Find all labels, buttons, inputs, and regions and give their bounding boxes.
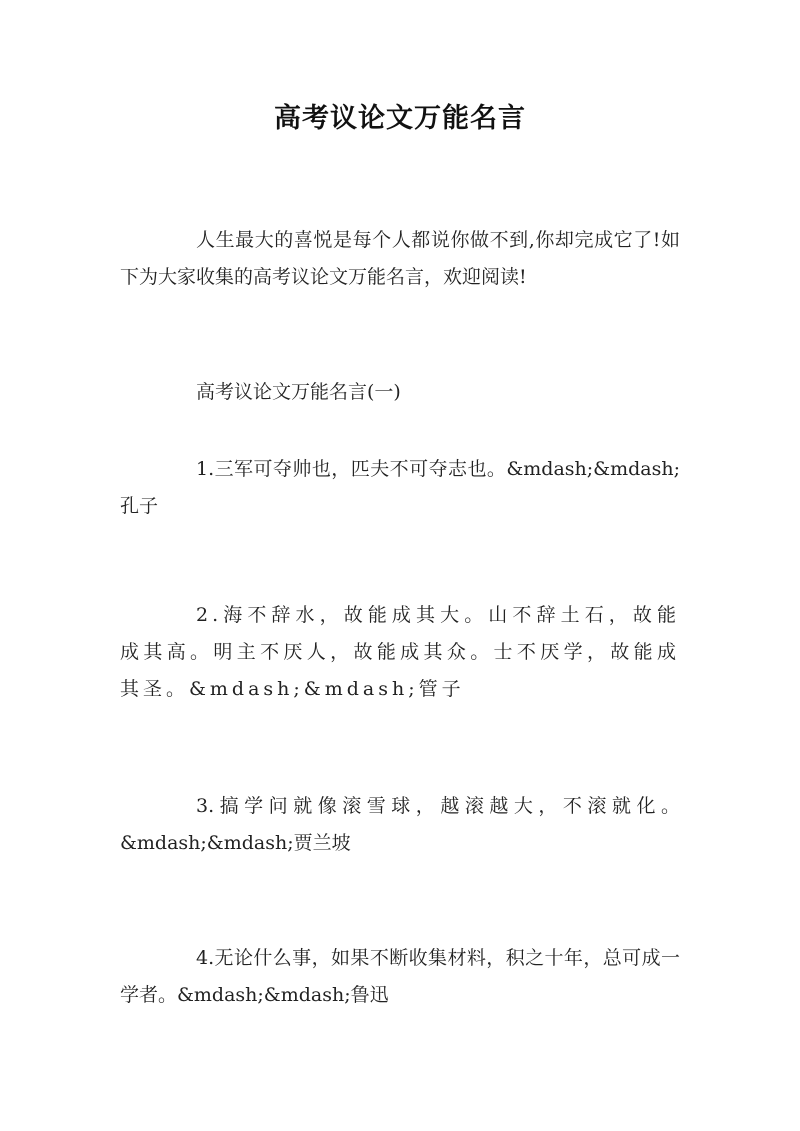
quote-text: 2.海不辞水，故能成其大。山不辞土石，故能成其高。明主不厌人，故能成其众。士不厌学，故能成其圣。&mdash;&mdash;管子 [120, 604, 680, 700]
quote-item: 1.三军可夺帅也，匹夫不可夺志也。&mdash;&mdash;孔子 [120, 458, 680, 517]
intro-paragraph: 人生最大的喜悦是每个人都说你做不到,你却完成它了!如下为大家收集的高考议论文万能名言，欢迎阅读! [120, 229, 680, 288]
quote-item: 4.无论什么事，如果不断收集材料，积之十年，总可成一学者。&mdash;&mdash;鲁迅 [120, 947, 680, 1006]
document-title: 高考议论文万能名言 [274, 103, 526, 134]
quote-item: 3.搞学问就像滚雪球，越滚越大，不滚就化。&mdash;&mdash;贾兰坡 [120, 795, 680, 854]
quote-item [120, 597, 680, 708]
section-heading: 高考议论文万能名言(一) [196, 381, 401, 403]
